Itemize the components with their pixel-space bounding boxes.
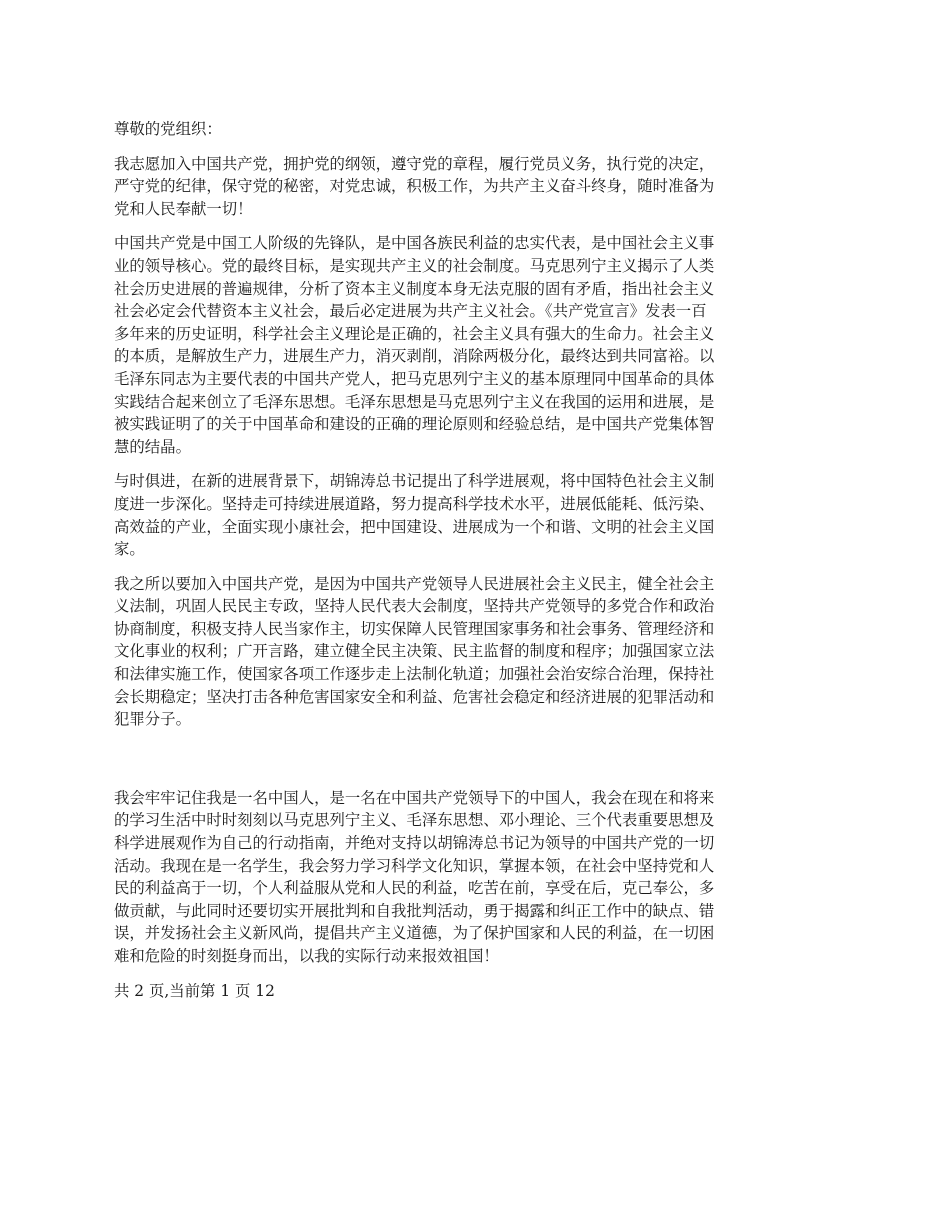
paragraph-1 (114, 153, 844, 221)
paragraph-3 (114, 470, 844, 560)
paragraph-line: 会长期稳定；坚决打击各种危害国家安全和利益、危害社会稳定和经济进展的犯罪活动和 (114, 687, 715, 706)
paragraph-line: 高效益的产业，全面实现小康社会，把中国建设、进展成为一个和谐、文明的社会主义国 (114, 517, 715, 536)
paragraph-line: 文化事业的权利；广开言路，建立健全民主决策、民主监督的制度和程序；加强国家立法 (114, 642, 715, 661)
paragraph-line: 我会牢牢记住我是一名中国人，是一名在中国共产党领导下的中国人，我会在现在和将来 (114, 788, 715, 807)
paragraph-line: 慧的结晶。 (114, 437, 191, 456)
paragraph-line: 严守党的纪律，保守党的秘密，对党忠诚，积极工作，为共产主义奋斗终身，随时准备为 (114, 177, 715, 196)
paragraph-5 (114, 787, 844, 968)
page-footer: 共 2 页,当前第 1 页 12 (114, 981, 275, 1000)
blank-gap (114, 743, 844, 787)
paragraph-line: 家。 (114, 540, 145, 559)
paragraph-4 (114, 573, 844, 731)
paragraph-line: 实践结合起来创立了毛泽东思想。毛泽东思想是马克思列宁主义在我国的运用和进展，是 (114, 392, 715, 411)
paragraph-line: 和法律实施工作，使国家各项工作逐步走上法制化轨道；加强社会治安综合治理，保持社 (114, 665, 715, 684)
document-page (114, 118, 844, 1002)
paragraph-line: 协商制度，积极支持人民当家作主，切实保障人民管理国家事务和社会事务、管理经济和 (114, 619, 715, 638)
paragraph-line: 社会历史进展的普遍规律，分析了资本主义制度本身无法克服的固有矛盾，指出社会主义 (114, 279, 715, 298)
paragraph-line: 度进一步深化。坚持走可持续进展道路，努力提高科学技术水平，进展低能耗、低污染、 (114, 494, 715, 513)
paragraph-line: 义法制，巩固人民民主专政，坚持人民代表大会制度，坚持共产党领导的多党合作和政治 (114, 597, 715, 616)
paragraph-line: 我之所以要加入中国共产党，是因为中国共产党领导人民进展社会主义民主，健全社会主 (114, 574, 715, 593)
paragraph-line: 科学进展观作为自己的行动指南，并绝对支持以胡锦涛总书记为领导的中国共产党的一切 (114, 834, 715, 853)
paragraph-line: 活动。我现在是一名学生，我会努力学习科学文化知识，掌握本领，在社会中坚持党和人 (114, 856, 715, 875)
paragraph-line: 我志愿加入中国共产党，拥护党的纲领，遵守党的章程，履行党员义务，执行党的决定， (114, 154, 715, 173)
paragraph-line: 社会必定会代替资本主义社会，最后必定进展为共产主义社会。《共产党宣言》发表一百 (114, 302, 707, 321)
paragraph-line: 民的利益高于一切，个人利益服从党和人民的利益，吃苦在前，享受在后，克己奉公，多 (114, 879, 715, 898)
paragraph-line: 与时俱进，在新的进展背景下，胡锦涛总书记提出了科学进展观，将中国特色社会主义制 (114, 472, 715, 491)
paragraph-line: 业的领导核心。党的最终目标，是实现共产主义的社会制度。马克思列宁主义揭示了人类 (114, 256, 715, 275)
paragraph-line: 党和人民奉献一切！ (114, 199, 253, 218)
paragraph-line: 多年来的历史证明，科学社会主义理论是正确的，社会主义具有强大的生命力。社会主义 (114, 324, 715, 343)
paragraph-line: 的本质，是解放生产力，进展生产力，消灭剥削，消除两极分化，最终达到共同富裕。以 (114, 347, 715, 366)
paragraph-2 (114, 232, 844, 458)
salutation: 尊敬的党组织： (114, 120, 222, 138)
paragraph-line: 毛泽东同志为主要代表的中国共产党人，把马克思列宁主义的基本原理同中国革命的具体 (114, 369, 715, 388)
paragraph-line: 的学习生活中时时刻刻以马克思列宁主义、毛泽东思想、邓小理论、三个代表重要思想及 (114, 811, 715, 830)
paragraph-line: 被实践证明了的关于中国革命和建设的正确的理论原则和经验总结，是中国共产党集体智 (114, 415, 715, 434)
paragraph-line: 误，并发扬社会主义新风尚，提倡共产主义道德，为了保护国家和人民的利益，在一切困 (114, 924, 715, 943)
paragraph-line: 中国共产党是中国工人阶级的先锋队，是中国各族民利益的忠实代表，是中国社会主义事 (114, 234, 715, 253)
paragraph-line: 做贡献，与此同时还要切实开展批判和自我批判活动，勇于揭露和纠正工作中的缺点、错 (114, 901, 715, 920)
paragraph-line: 难和危险的时刻挺身而出，以我的实际行动来报效祖国！ (114, 947, 499, 965)
paragraph-line: 犯罪分子。 (114, 710, 191, 729)
